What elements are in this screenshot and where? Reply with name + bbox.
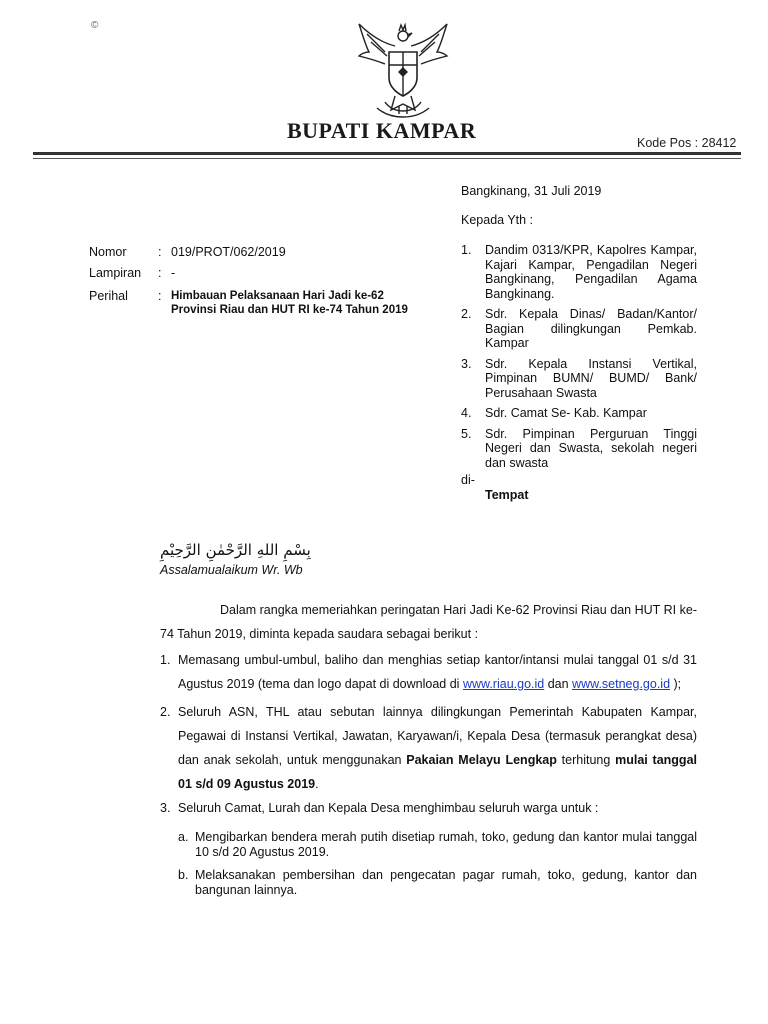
header-divider-thin bbox=[33, 158, 741, 159]
garuda-emblem-icon bbox=[355, 22, 451, 122]
recipient-text: Sdr. Camat Se- Kab. Kampar bbox=[485, 406, 647, 420]
letterhead-title: BUPATI KAMPAR bbox=[287, 118, 477, 143]
di-label: di- bbox=[461, 473, 475, 487]
meta-colon: : bbox=[158, 289, 162, 303]
sub-point-text: Melaksanakan pembersihan dan pengecatan pagar rumah, toko, gedung, kantor dan bangunan lainnya. bbox=[195, 868, 697, 897]
meta-colon: : bbox=[158, 266, 162, 280]
point-text-part: terhitung bbox=[556, 753, 616, 767]
sub-point-text: Mengibarkan bendera merah putih disetiap rumah, toko, gedung dan kantor mulai tanggal 10 s/d 20 Agustus 2019. bbox=[195, 830, 697, 859]
meta-label-lampiran: Lampiran bbox=[89, 266, 142, 280]
recipient-number: 3. bbox=[461, 356, 472, 371]
sub-point-list bbox=[178, 830, 697, 906]
point-text: Seluruh Camat, Lurah dan Kepala Desa menghimbau seluruh warga untuk : bbox=[178, 801, 599, 815]
intro-text: Dalam rangka memeriahkan peringatan Hari Jadi Ke-62 Provinsi Riau dan HUT RI ke-74 Tahun 2019, diminta kepada saudara sebagai berikut : bbox=[160, 603, 697, 641]
recipient-item bbox=[461, 243, 697, 301]
recipient-text: Dandim 0313/KPR, Kapolres Kampar, Kajari Kampar, Pengadilan Negeri Bangkinang, Pengadilan Agama Bangkinang. bbox=[485, 243, 697, 301]
point-1 bbox=[160, 648, 697, 696]
point-text-part: ); bbox=[670, 677, 682, 691]
meta-label-perihal: Perihal bbox=[89, 289, 128, 303]
recipient-number: 2. bbox=[461, 307, 472, 321]
recipient-number: 4. bbox=[461, 406, 472, 420]
letter-date: Bangkinang, 31 Juli 2019 bbox=[461, 184, 602, 198]
meta-colon: : bbox=[158, 245, 162, 259]
sub-point-letter: a. bbox=[178, 830, 189, 844]
point-item bbox=[160, 796, 697, 820]
place-label: Tempat bbox=[485, 488, 529, 502]
scan-mark: © bbox=[91, 20, 99, 31]
point-text bbox=[178, 700, 697, 796]
header-divider bbox=[33, 152, 741, 155]
recipient-item bbox=[461, 357, 697, 401]
riau-link[interactable]: www.riau.go.id bbox=[462, 677, 545, 691]
recipient-text: Sdr. Kepala Instansi Vertikal, Pimpinan BUMN/ BUMD/ Bank/ Perusahaan Swasta bbox=[485, 356, 697, 400]
recipient-number: 5. bbox=[461, 426, 472, 441]
point-text-part: Memasang umbul-umbul, baliho dan menghias setiap kantor/intansi mulai tanggal 01 s/d 31 Agustus 2019 (tema dan logo dapat di download di bbox=[178, 653, 697, 691]
greeting-text: Assalamualaikum Wr. Wb bbox=[160, 563, 303, 577]
point-item bbox=[160, 700, 697, 796]
recipient-list bbox=[461, 243, 697, 476]
recipient-item bbox=[461, 427, 697, 471]
point-number: 1. bbox=[160, 653, 171, 667]
meta-label-nomor: Nomor bbox=[89, 245, 127, 259]
point-number: 3. bbox=[160, 801, 171, 815]
point-3 bbox=[160, 796, 697, 820]
point-item bbox=[160, 648, 697, 696]
intro-paragraph bbox=[160, 598, 697, 646]
point-text-part: Seluruh ASN, THL atau sebutan lainnya dilingkungan Pemerintah Kabupaten Kampar, Pegawai di Instansi Vertikal, Jawatan, Karyawan/i, Kepala Desa (termasuk perangkat desa) dan anak sekolah, untuk menggunakan bbox=[178, 705, 697, 767]
recipient-item bbox=[461, 307, 697, 351]
meta-value-lampiran: - bbox=[171, 266, 176, 280]
bismillah-text: بِسْمِ اللهِ الرَّحْمٰنِ الرَّحِيْمِ bbox=[160, 541, 311, 559]
meta-value-nomor: 019/PROT/062/2019 bbox=[171, 245, 286, 259]
sub-point-item bbox=[178, 868, 697, 898]
point-2 bbox=[160, 700, 697, 796]
recipient-number: 1. bbox=[461, 243, 472, 257]
point-number: 2. bbox=[160, 705, 171, 719]
sub-point-letter: b. bbox=[178, 868, 189, 882]
setneg-link[interactable]: www.setneg.go.id bbox=[572, 677, 671, 691]
recipient-text: Sdr. Kepala Dinas/ Badan/Kantor/ Bagian dilingkungan Pemkab. Kampar bbox=[485, 307, 697, 350]
recipient-text: Sdr. Pimpinan Perguruan Tinggi Negeri dan Swasta, sekolah negeri dan swasta bbox=[485, 426, 697, 470]
recipient-item bbox=[461, 406, 697, 421]
to-label: Kepada Yth : bbox=[461, 213, 534, 227]
dress-code-text: Pakaian Melayu Lengkap bbox=[406, 753, 557, 767]
sub-point-item bbox=[178, 830, 697, 860]
point-text bbox=[178, 648, 697, 696]
postcode: Kode Pos : 28412 bbox=[637, 136, 737, 150]
point-text-part: dan bbox=[544, 677, 573, 691]
subject-text: Himbauan Pelaksanaan Hari Jadi ke-62 Provinsi Riau dan HUT RI ke-74 Tahun 2019 bbox=[171, 290, 408, 316]
point-text-part: . bbox=[315, 777, 319, 791]
date-range-text: mulai tanggal 01 s/d 09 Agustus 2019 bbox=[178, 753, 697, 791]
